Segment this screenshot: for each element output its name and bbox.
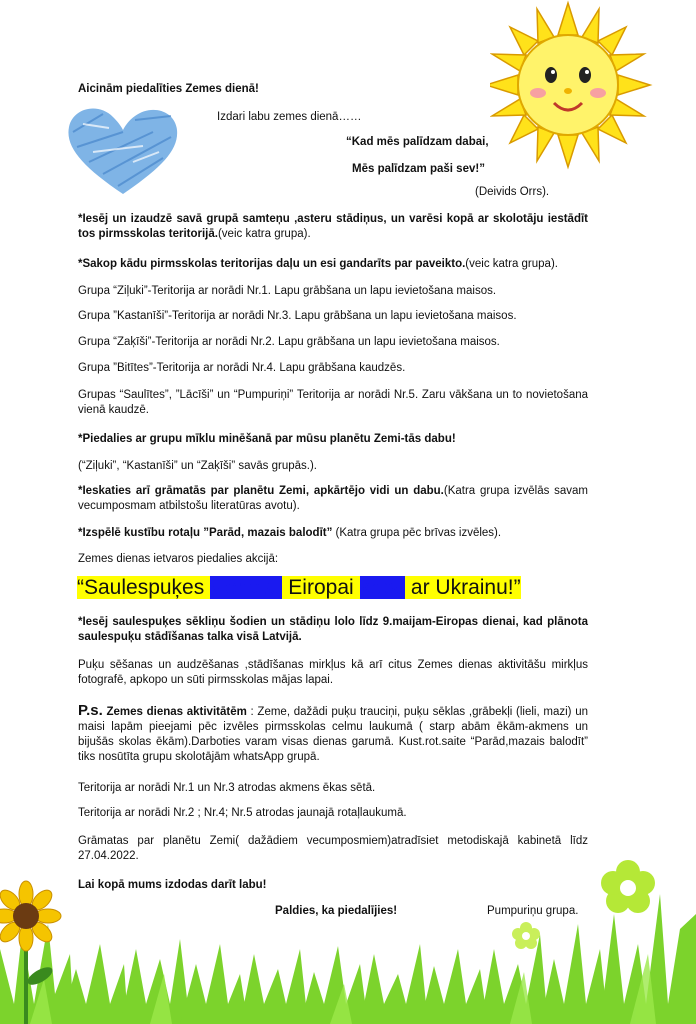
group-assignment: Grupa ”Bitītes”-Teritorija ar norādi Nr.4. Lapu grābšana kaudzēs. bbox=[78, 362, 406, 374]
task-riddles-note: (“Ziļuki”, “Kastanīši” un “Zaķīši” savās grupās.). bbox=[78, 460, 318, 472]
sun-illustration bbox=[490, 0, 690, 170]
ps-text: : Zeme, dažādi puķu trauciņi, puķu sēklas ,grābekļi (lieli, mazi) un maisi lapām pieejami pēc izvēles pirmsskolas celmu laukumā ( starp abām ēkām-akmens un bijušās skolas ēkām).Darboties varam visas dienas garumā. Kust.rot.saite “Parād,mazais balodīt” tiks nosūtīta grupu skolotājām whatsApp grupā. bbox=[78, 706, 588, 763]
task-game-note: (Katra grupa pēc brīvas izvēles). bbox=[332, 527, 502, 539]
slogan-part: ar Ukrainu!” bbox=[405, 576, 521, 599]
slogan-part: “Saulespuķes bbox=[77, 576, 211, 599]
task-clean-territory-note: (veic katra grupa). bbox=[465, 258, 558, 270]
task-game-bold: *Izspēlē kustību rotaļu ”Parād, mazais balodīt” bbox=[78, 527, 333, 539]
slogan-part: kopā bbox=[359, 576, 406, 599]
task-plant-seedlings bbox=[78, 212, 588, 242]
group-assignment: Grupa “Zaķīši”-Teritorija ar norādi Nr.2. Lapu grābšana un lapu ievietošana maisos. bbox=[78, 336, 500, 348]
ps-bold: Zemes dienas aktivitātēm bbox=[102, 706, 247, 718]
photo-instructions: Puķu sēšanas un audzēšanas ,stādīšanas mirkļus kā arī citus Zemes dienas aktivitāšu mirkļus fotografē, apkopo un sūti pirmsskolas mājas lapai. bbox=[78, 659, 588, 686]
territory-info-1: Teritorija ar norādi Nr.1 un Nr.3 atrodas akmens ēkas sētā. bbox=[78, 782, 376, 794]
territory-info-2: Teritorija ar norādi Nr.2 ; Nr.4; Nr.5 atrodas jaunajā rotaļlaukumā. bbox=[78, 807, 407, 819]
intro-line: Izdari labu zemes dienā…… bbox=[217, 111, 362, 123]
campaign-slogan bbox=[77, 575, 521, 601]
blue-heart-illustration bbox=[63, 102, 183, 197]
thanks-line: Paldies, ka piedalījies! bbox=[275, 905, 398, 917]
quote-line-1: “Kad mēs palīdzam dabai, bbox=[346, 136, 489, 148]
ps-label: P.s. bbox=[78, 702, 103, 719]
task-books-bold: *Ieskaties arī grāmatās par planētu Zemi, apkārtējo vidi un dabu. bbox=[78, 485, 444, 497]
slogan-part: vienotai bbox=[210, 576, 283, 599]
closing-line: Lai kopā mums izdodas darīt labu! bbox=[78, 879, 267, 891]
task-books-note: (Katra grupa izvēlās savam vecumposmam atbilstošu literatūras avotu). bbox=[78, 485, 588, 512]
task-plant-seedlings-bold: *Iesēj un izaudzē savā grupā samteņu ,asteru stādiņus, un varēsi kopā ar skolotāju iestādīt tos pirmsskolas teritorijā. bbox=[78, 213, 588, 240]
task-plant-seedlings-note: (veic katra grupa). bbox=[217, 228, 311, 240]
quote-line-2: Mēs palīdzam paši sev!” bbox=[352, 163, 485, 175]
slogan-part: Eiropai bbox=[282, 576, 360, 599]
quote-author: (Deivids Orrs). bbox=[475, 186, 550, 198]
books-location: Grāmatas par planētu Zemi( dažādiem vecumposmiem)atradīsiet metodiskajā kabinetā līdz 27.04.2022. bbox=[78, 835, 588, 862]
task-clean-territory bbox=[78, 257, 558, 272]
group-assignment: Grupa “Ziļuki”-Teritorija ar norādi Nr.1. Lapu grābšana un lapu ievietošana maisos. bbox=[78, 285, 497, 297]
action-intro: Zemes dienas ietvaros piedalies akcijā: bbox=[78, 553, 279, 565]
heading: Aicinām piedalīties Zemes dienā! bbox=[78, 83, 259, 95]
grass-border-illustration bbox=[0, 854, 696, 1024]
group-assignment: Grupa ”Kastanīši”-Teritorija ar norādi Nr.3. Lapu grābšana un lapu ievietošana maisos. bbox=[78, 310, 517, 322]
task-clean-territory-bold: *Sakop kādu pirmsskolas teritorijas daļu un esi gandarīts par paveikto. bbox=[78, 258, 466, 270]
signature: Pumpuriņu grupa. bbox=[487, 905, 579, 917]
task-riddles: *Piedalies ar grupu mīklu minēšanā par mūsu planētu Zemi-tās dabu! bbox=[78, 433, 456, 445]
sunflower-sowing: *Iesēj saulespuķes sēkliņu šodien un stādiņu lolo līdz 9.maijam-Eiropas dienai, kad plānota saulespuķu stādīšanas talka visā Latvijā. bbox=[78, 616, 588, 643]
task-books bbox=[78, 484, 588, 514]
task-game bbox=[78, 526, 501, 541]
ps-note bbox=[78, 703, 588, 765]
group-assignment-5: Grupas “Saulītes”, ”Lācīši” un “Pumpuriņi” Teritorija ar norādi Nr.5. Zaru vākšana un to novietošana vienā kaudzē. bbox=[78, 389, 588, 416]
